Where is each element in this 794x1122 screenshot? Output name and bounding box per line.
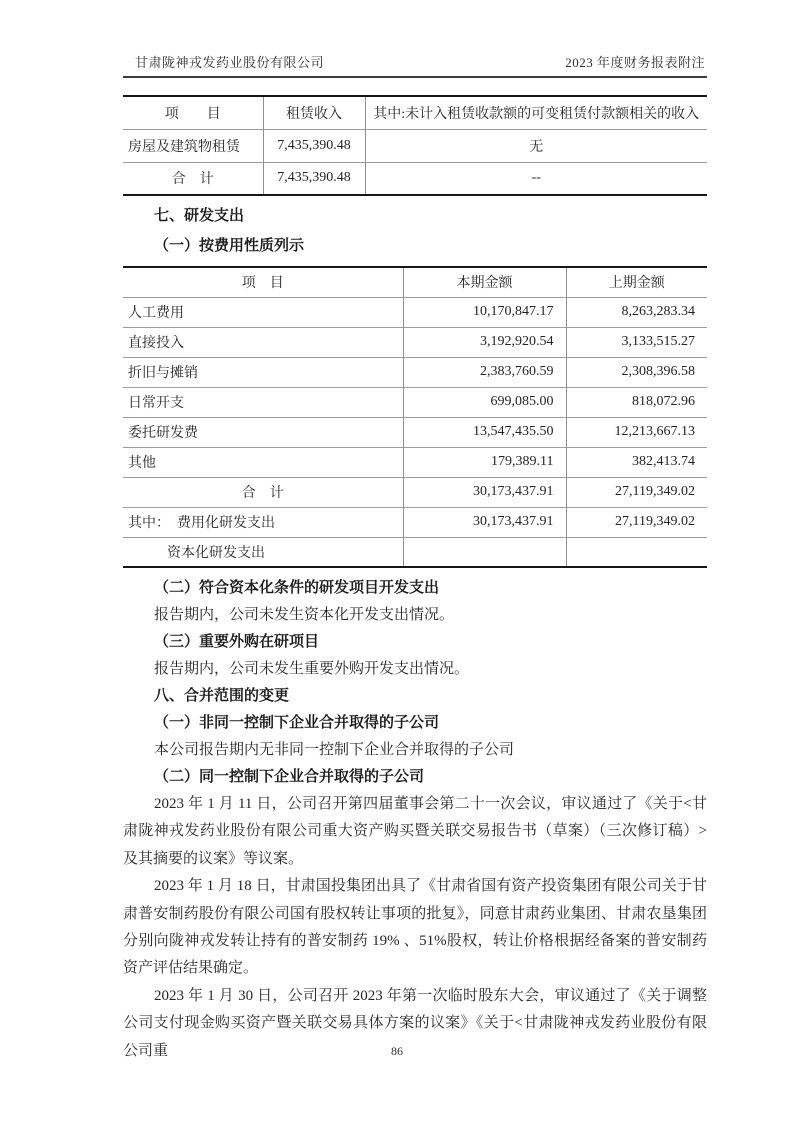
lease-col-item: 项 目	[164, 106, 221, 122]
section-7-1-title: （一）按费用性质列示	[154, 238, 305, 254]
rd-row-item: 其他	[123, 447, 403, 477]
rd-row-prior: 2,308,396.58	[566, 357, 707, 387]
table-row	[123, 507, 707, 537]
rd-row-current: 13,547,435.50	[403, 417, 566, 447]
merge-paragraph-2: 2023 年 1 月 18 日，甘肃国投集团出具了《甘肃省国有资产投资集团有限公司关于甘肃普安制药股份有限公司国有股权转让事项的批复》，同意甘肃药业集团、甘肃农垦集团分别向陇神戎发转让持有的普安制药 19% 、51%股权，转让价格根据经备案的普安制药资产评估结果确定。	[123, 878, 707, 977]
table-row	[123, 129, 707, 162]
lease-row-income: 7,435,390.48	[263, 129, 365, 162]
rd-total-current: 30,173,437.91	[403, 477, 566, 507]
section-8-1-body: 本公司报告期内无非同一控制下企业合并取得的子公司	[154, 742, 515, 758]
rd-row-prior: 12,213,667.13	[566, 417, 707, 447]
table-row-total	[123, 477, 707, 507]
rd-row-prior: 8,263,283.34	[566, 297, 707, 327]
table-row	[123, 447, 707, 477]
section-8-title: 八、合并范围的变更	[154, 688, 290, 704]
section-7-title: 七、研发支出	[154, 208, 245, 224]
rd-col-current: 本期金额	[403, 267, 566, 297]
lease-total-variable: --	[365, 162, 707, 195]
rd-row-current: 30,173,437.91	[403, 507, 566, 537]
rd-row-capitalized: 资本化研发支出	[123, 537, 403, 567]
merge-paragraph-1: 2023 年 1 月 11 日，公司召开第四届董事会第二十一次会议，审议通过了《关于<甘肃陇神戎发药业股份有限公司重大资产购买暨关联交易报告书（草案）（三次修订稿）>及其摘要的议案》等议案。	[123, 796, 707, 867]
page-number: 86	[391, 1044, 403, 1058]
section-7-2-body: 报告期内，公司未发生资本化开发支出情况。	[154, 607, 455, 623]
table-row	[123, 357, 707, 387]
section-7-3-title: （三）重要外购在研项目	[154, 634, 320, 650]
page-content	[123, 95, 707, 1065]
table-row-total	[123, 162, 707, 195]
rd-row-item: 折旧与摊销	[123, 357, 403, 387]
page-header	[123, 52, 707, 78]
rd-expense-table	[123, 266, 707, 568]
lease-table-header-row	[123, 96, 707, 129]
lease-row-item: 房屋及建筑物租赁	[123, 129, 263, 162]
header-company-name: 甘肃陇神戎发药业股份有限公司	[135, 55, 325, 70]
rd-row-current: 3,192,920.54	[403, 327, 566, 357]
rd-row-prior: 382,413.74	[566, 447, 707, 477]
rd-col-prior: 上期金额	[566, 267, 707, 297]
section-7-2-title: （二）符合资本化条件的研发项目开发支出	[154, 580, 440, 596]
rd-row-current: 699,085.00	[403, 387, 566, 417]
section-8-1-title: （一）非同一控制下企业合并取得的子公司	[154, 715, 440, 731]
section-8-2-title: （二）同一控制下企业合并取得的子公司	[154, 769, 425, 785]
rd-row-current: 10,170,847.17	[403, 297, 566, 327]
table-row	[123, 327, 707, 357]
rd-row-item: 人工费用	[123, 297, 403, 327]
lease-row-variable: 无	[365, 129, 707, 162]
lease-income-table	[123, 95, 707, 196]
header-doc-title: 2023 年度财务报表附注	[565, 55, 705, 70]
rd-row-current	[403, 537, 566, 567]
rd-row-item: 委托研发费	[123, 417, 403, 447]
rd-row-item: 日常开支	[123, 387, 403, 417]
rd-col-item: 项 目	[241, 276, 284, 292]
rd-row-prior: 818,072.96	[566, 387, 707, 417]
rd-row-item: 直接投入	[123, 327, 403, 357]
rd-total-prior: 27,119,349.02	[566, 477, 707, 507]
merge-paragraph-3: 2023 年 1 月 30 日，公司召开 2023 年第一次临时股东大会，审议通过了《关于调整公司支付现金购买资产暨关联交易具体方案的议案》《关于<甘肃陇神戎发药业股份有限公司重	[123, 987, 707, 1059]
rd-row-prior: 27,119,349.02	[566, 507, 707, 537]
rd-row-current: 179,389.11	[403, 447, 566, 477]
rd-row-expensed: 其中： 费用化研发支出	[123, 507, 403, 537]
lease-total-income: 7,435,390.48	[263, 162, 365, 195]
rd-row-prior: 3,133,515.27	[566, 327, 707, 357]
rd-row-prior	[566, 537, 707, 567]
table-row	[123, 297, 707, 327]
table-row	[123, 417, 707, 447]
lease-col-variable: 其中:未计入租赁收款额的可变租赁付款额相关的收入	[365, 96, 707, 129]
table-row	[123, 387, 707, 417]
rd-row-current: 2,383,760.59	[403, 357, 566, 387]
section-7-3-body: 报告期内，公司未发生重要外购开发支出情况。	[154, 661, 470, 677]
lease-col-income: 租赁收入	[263, 96, 365, 129]
lease-total-item: 合 计	[123, 162, 263, 195]
rd-total-item: 合 计	[123, 477, 403, 507]
rd-table-header-row	[123, 267, 707, 297]
table-row	[123, 537, 707, 567]
